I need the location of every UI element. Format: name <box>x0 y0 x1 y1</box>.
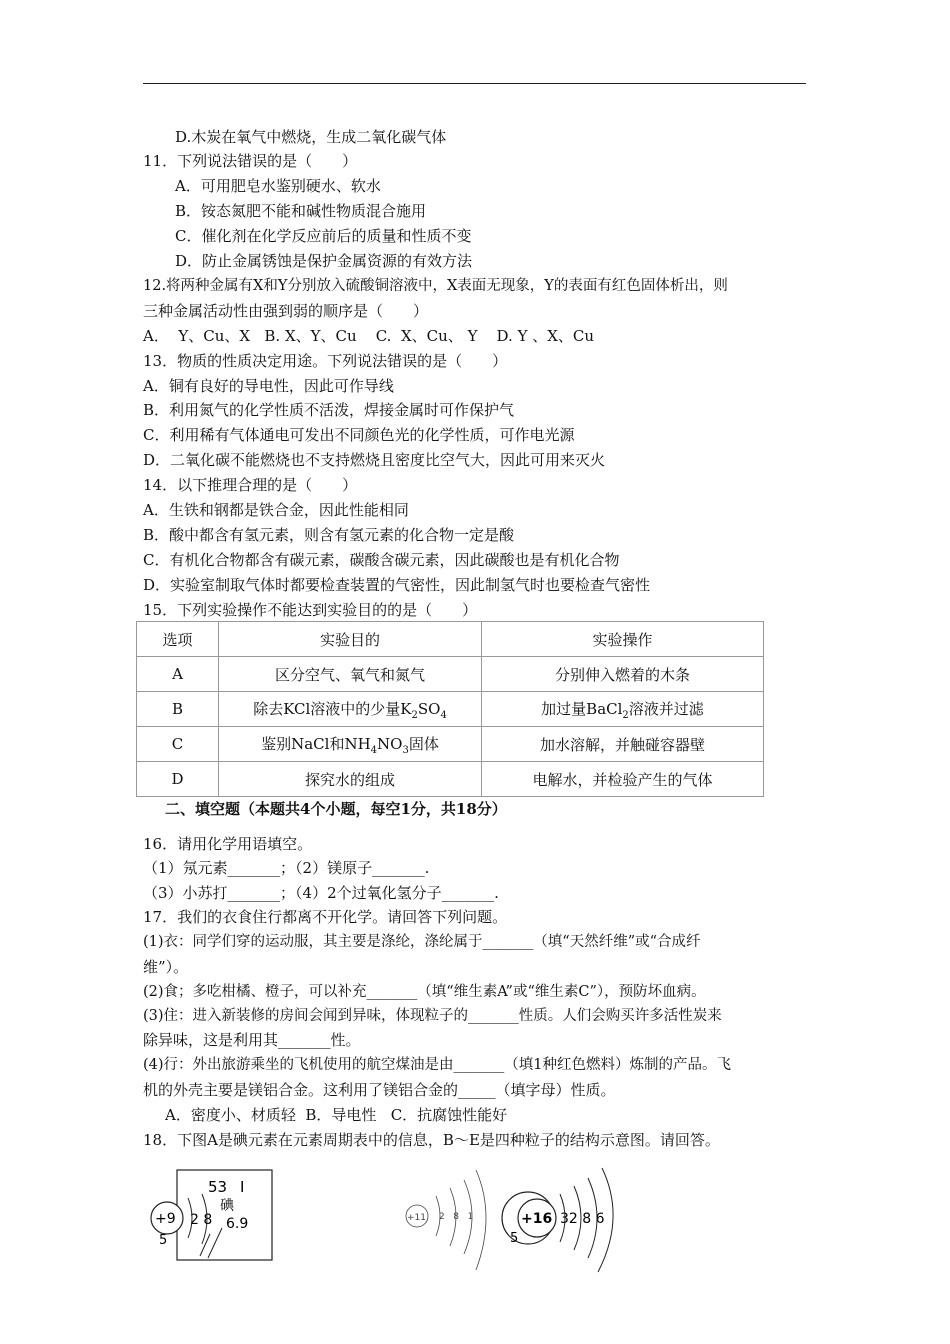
table-header: 选项 <box>137 622 219 657</box>
nucleus-d-charge: +16 <box>521 1211 553 1227</box>
experiment-table <box>136 621 764 797</box>
header-rule <box>143 83 806 84</box>
q16-line2: （3）小苏打_______；（4）2个过氧化氢分子_______. <box>143 884 499 902</box>
q17-line6: (4)行：外出旅游乘坐的飞机使用的航空煤油是由_______（填1种红色燃料）炼制的产品。飞 <box>143 1057 732 1073</box>
q17-line4: (3)住：进入新装修的房间会闻到异味，体现粒子的_______性质。人们会购买许多活性炭来 <box>143 1008 722 1024</box>
q17-line5: 除异味，这是利用其_______性。 <box>143 1031 361 1049</box>
q17-line2: 维”）。 <box>143 958 189 976</box>
nucleus-c-charge: +11 <box>407 1213 426 1223</box>
q17-line3: (2)食；多吃柑橘、橙子，可以补充_______（填“维生素A”或“维生素C”），预防坏血病。 <box>143 984 706 1000</box>
table-cell-operation: 加过量BaCl$_2$溶液并过滤 <box>482 692 764 727</box>
question-14: 14．以下推理合理的是（ ） <box>143 476 358 494</box>
table-cell-operation: 加水溶解，并触碰容器壁 <box>482 727 764 762</box>
question-18: 18．下图A是碘元素在元素周期表中的信息，B～E是四种粒子的结构示意图。请回答。 <box>143 1131 720 1149</box>
nucleus-b-charge: +9 <box>155 1211 176 1227</box>
atomic-mass: 6.9 <box>226 1216 249 1232</box>
q14-option-d: D．实验室制取气体时都要检查装置的气密性，因此制氢气时也要检查气密性 <box>143 576 651 594</box>
table-cell-option: D <box>137 762 219 797</box>
question-16: 16．请用化学用语填空。 <box>143 835 313 853</box>
q11-option-d: D．防止金属锈蚀是保护金属资源的有效方法 <box>175 252 473 270</box>
element-symbol: I <box>240 1178 245 1196</box>
q13-option-c: C．利用稀有气体通电可发出不同颜色光的化学性质，可作电光源 <box>143 426 575 444</box>
table-header: 实验目的 <box>219 622 482 657</box>
q13-option-b: B．利用氮气的化学性质不活泼，焊接金属时可作保护气 <box>143 401 515 419</box>
particle-structure-figure <box>150 1160 670 1280</box>
q17-line1: (1)衣：同学们穿的运动服，其主要是涤纶，涤纶属于_______（填“天然纤维”或“合成纤 <box>143 934 701 950</box>
table-row <box>137 692 764 727</box>
element-name: 碘 <box>220 1198 234 1214</box>
q17-line7: 机的外壳主要是镁铝合金。这利用了镁铝合金的_____（填字母）性质。 <box>143 1081 616 1099</box>
table-row <box>137 657 764 692</box>
q11-option-a: A．可用肥皂水鉴别硬水、软水 <box>175 177 381 195</box>
atomic-number: 53 <box>208 1178 228 1196</box>
q14-option-b: B．酸中都含有氢元素，则含有氢元素的化合物一定是酸 <box>143 526 515 544</box>
shell-label-b: 5 <box>159 1233 168 1248</box>
q13-option-a: A．铜有良好的导电性，因此可作导线 <box>143 377 394 395</box>
table-cell-operation: 分别伸入燃着的木条 <box>482 657 764 692</box>
table-row <box>137 727 764 762</box>
table-cell-goal: 区分空气、氧气和氮气 <box>219 657 482 692</box>
q12-options: A． Y、Cu、X B. X、Y、Cu C. X、Cu、 Y D. Y 、X、Cu <box>143 327 595 345</box>
table-cell-option: B <box>137 692 219 727</box>
q14-option-c: C．有机化合物都含有碳元素，碳酸含碳元素，因此碳酸也是有机化合物 <box>143 551 620 569</box>
q11-option-b: B．铵态氮肥不能和碱性物质混合施用 <box>175 202 427 220</box>
shell-label-d: 5 <box>510 1231 519 1246</box>
table-cell-operation: 电解水，并检验产生的气体 <box>482 762 764 797</box>
table-header-row <box>137 622 764 657</box>
section-2-heading: 二、填空题（本题共4个小题，每空1分，共18分） <box>165 800 507 818</box>
question-11: 11．下列说法错误的是（ ） <box>143 152 358 170</box>
question-13: 13．物质的性质决定用途。下列说法错误的是（ ） <box>143 352 508 370</box>
q10-option-d: D.木炭在氧气中燃烧，生成二氧化碳气体 <box>175 128 447 146</box>
shell-electrons-c: 2 8 1 <box>439 1212 474 1222</box>
question-12-line1: 12.将两种金属有X和Y分别放入硫酸铜溶液中，X表面无现象，Y的表面有红色固体析出，则 <box>143 278 728 294</box>
table-cell-goal: 鉴别NaCl和$NH_4NO_3$固体 <box>219 727 482 762</box>
question-12-line2: 三种金属活动性由强到弱的顺序是（ ） <box>143 302 429 320</box>
shell-electrons-b: 2 8 <box>190 1212 213 1228</box>
question-15: 15．下列实验操作不能达到实验目的的是（ ） <box>143 601 478 619</box>
shell-arc <box>208 1228 222 1258</box>
table-cell-option: A <box>137 657 219 692</box>
table-cell-goal: 除去KCl溶液中的少量$K_2SO_4$ <box>219 692 482 727</box>
table-cell-goal: 探究水的组成 <box>219 762 482 797</box>
q16-line1: （1）氖元素_______；（2）镁原子_______. <box>143 859 430 877</box>
shell-arc <box>200 1234 210 1256</box>
q13-option-d: D．二氧化碳不能燃烧也不支持燃烧且密度比空气大，因此可用来灭火 <box>143 451 606 469</box>
shell-electrons-d: 32 8 6 <box>560 1211 605 1227</box>
question-17: 17．我们的衣食住行都离不开化学。请回答下列问题。 <box>143 908 508 926</box>
table-header: 实验操作 <box>482 622 764 657</box>
shell-arc <box>476 1170 486 1270</box>
q11-option-c: C．催化剂在化学反应前后的质量和性质不变 <box>175 227 472 245</box>
q14-option-a: A．生铁和钢都是铁合金，因此性能相同 <box>143 501 409 519</box>
table-cell-option: C <box>137 727 219 762</box>
q17-options: A．密度小、材质轻 B．导电性 C．抗腐蚀性能好 <box>165 1106 508 1124</box>
table-row <box>137 762 764 797</box>
